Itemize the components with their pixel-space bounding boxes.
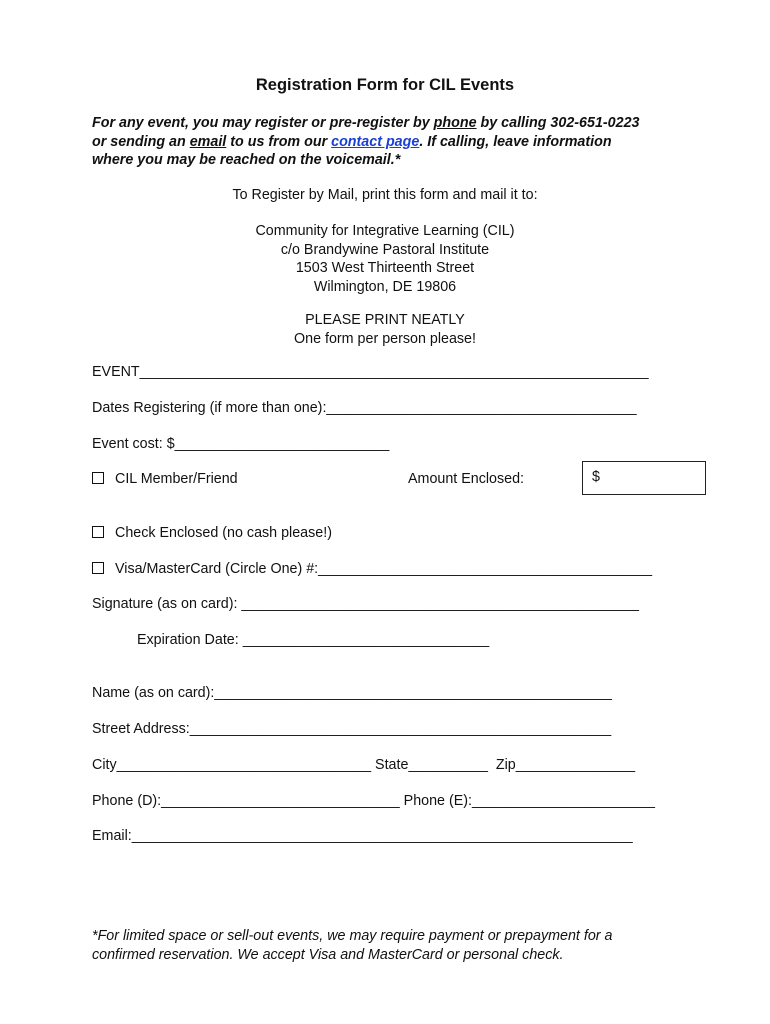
expiration-blank[interactable]: _______________________________ xyxy=(242,632,490,648)
signature-label: Signature (as on card): xyxy=(92,596,242,612)
phone-word: phone xyxy=(433,115,477,131)
visa-field[interactable] xyxy=(92,561,652,577)
amount-enclosed-label: Amount Enclosed: xyxy=(408,471,525,487)
state-blank[interactable]: __________ xyxy=(408,757,488,773)
intro-line-2 xyxy=(92,133,692,152)
page-title: Registration Form for CIL Events xyxy=(255,76,515,94)
amount-enclosed-box[interactable] xyxy=(582,461,706,495)
checkbox-icon[interactable] xyxy=(92,562,104,574)
dollar-sign: $ xyxy=(592,469,600,485)
address-line: c/o Brandywine Pastoral Institute xyxy=(280,241,490,258)
zip-blank[interactable]: _______________ xyxy=(515,757,636,773)
intro-line-1 xyxy=(92,114,692,133)
signature-blank[interactable]: __________________________________________________ xyxy=(241,596,639,612)
address-line: Community for Integrative Learning (CIL) xyxy=(255,223,515,239)
footnote-line: confirmed reservation. We accept Visa and MasterCard or personal check. xyxy=(92,947,564,963)
contact-page-link[interactable]: contact page xyxy=(331,133,420,150)
cil-member-label: CIL Member/Friend xyxy=(115,471,238,487)
phone-day-label: Phone (D): xyxy=(92,793,162,809)
event-cost-field[interactable] xyxy=(92,436,389,452)
print-neatly-text: PLEASE PRINT NEATLY xyxy=(305,312,465,328)
dates-blank[interactable]: _______________________________________ xyxy=(326,400,637,416)
zip-label: Zip xyxy=(487,757,516,773)
phone-row xyxy=(92,793,655,809)
mail-instruction: To Register by Mail, print this form and mail it to: xyxy=(232,187,538,203)
event-label: EVENT xyxy=(92,364,140,380)
city-state-zip-row xyxy=(92,757,635,773)
visa-label: Visa/MasterCard (Circle One) #: xyxy=(115,561,319,577)
intro-text: For any event, you may register or pre-register by xyxy=(92,115,434,131)
intro-text: to us from our xyxy=(226,133,332,150)
street-label: Street Address: xyxy=(92,721,190,737)
city-blank[interactable]: ________________________________ xyxy=(116,757,372,773)
phone-evening-label: Phone (E): xyxy=(399,793,473,809)
email-label: Email: xyxy=(92,828,132,844)
footnote xyxy=(92,927,612,965)
event-field[interactable] xyxy=(92,364,649,380)
event-cost-label: Event cost: $ xyxy=(92,436,175,452)
address-line: Wilmington, DE 19806 xyxy=(313,278,457,295)
street-blank[interactable]: _____________________________________________________ xyxy=(189,721,612,737)
phone-evening-blank[interactable]: _______________________ xyxy=(472,793,655,809)
dates-field[interactable] xyxy=(92,400,637,416)
city-label: City xyxy=(92,757,117,773)
cil-member-option[interactable] xyxy=(92,471,238,487)
dates-label: Dates Registering (if more than one): xyxy=(92,400,327,416)
address-line: 1503 West Thirteenth Street xyxy=(295,260,475,276)
one-form-text: One form per person please! xyxy=(294,330,476,347)
check-enclosed-label: Check Enclosed (no cash please!) xyxy=(115,525,332,541)
mailing-address xyxy=(0,222,770,296)
name-field[interactable] xyxy=(92,685,612,701)
checkbox-icon[interactable] xyxy=(92,472,104,484)
name-label: Name (as on card): xyxy=(92,685,215,701)
event-cost-blank[interactable]: ___________________________ xyxy=(174,436,390,452)
event-blank[interactable]: ________________________________________________________________ xyxy=(139,364,649,380)
signature-field[interactable] xyxy=(92,596,639,612)
visa-blank[interactable]: __________________________________________ xyxy=(318,561,653,577)
intro-paragraph xyxy=(92,114,692,170)
name-blank[interactable]: __________________________________________________ xyxy=(214,685,612,701)
intro-text: or sending an xyxy=(92,133,190,150)
email-field[interactable] xyxy=(92,828,633,844)
expiration-field[interactable] xyxy=(137,632,489,648)
email-blank[interactable]: _______________________________________________________________ xyxy=(131,828,633,844)
print-instructions xyxy=(0,311,770,348)
intro-text: . If calling, leave information xyxy=(419,133,612,150)
intro-text: by calling 302-651-0223 xyxy=(476,115,640,131)
expiration-label: Expiration Date: xyxy=(137,632,243,648)
state-label: State xyxy=(371,757,409,773)
street-field[interactable] xyxy=(92,721,611,737)
email-word: email xyxy=(189,133,227,150)
intro-line-3: where you may be reached on the voicemail.* xyxy=(92,152,401,168)
phone-day-blank[interactable]: ______________________________ xyxy=(161,793,400,809)
checkbox-icon[interactable] xyxy=(92,526,104,538)
footnote-line: *For limited space or sell-out events, we may require payment or prepayment for a xyxy=(92,928,613,944)
check-enclosed-option[interactable] xyxy=(92,525,332,541)
